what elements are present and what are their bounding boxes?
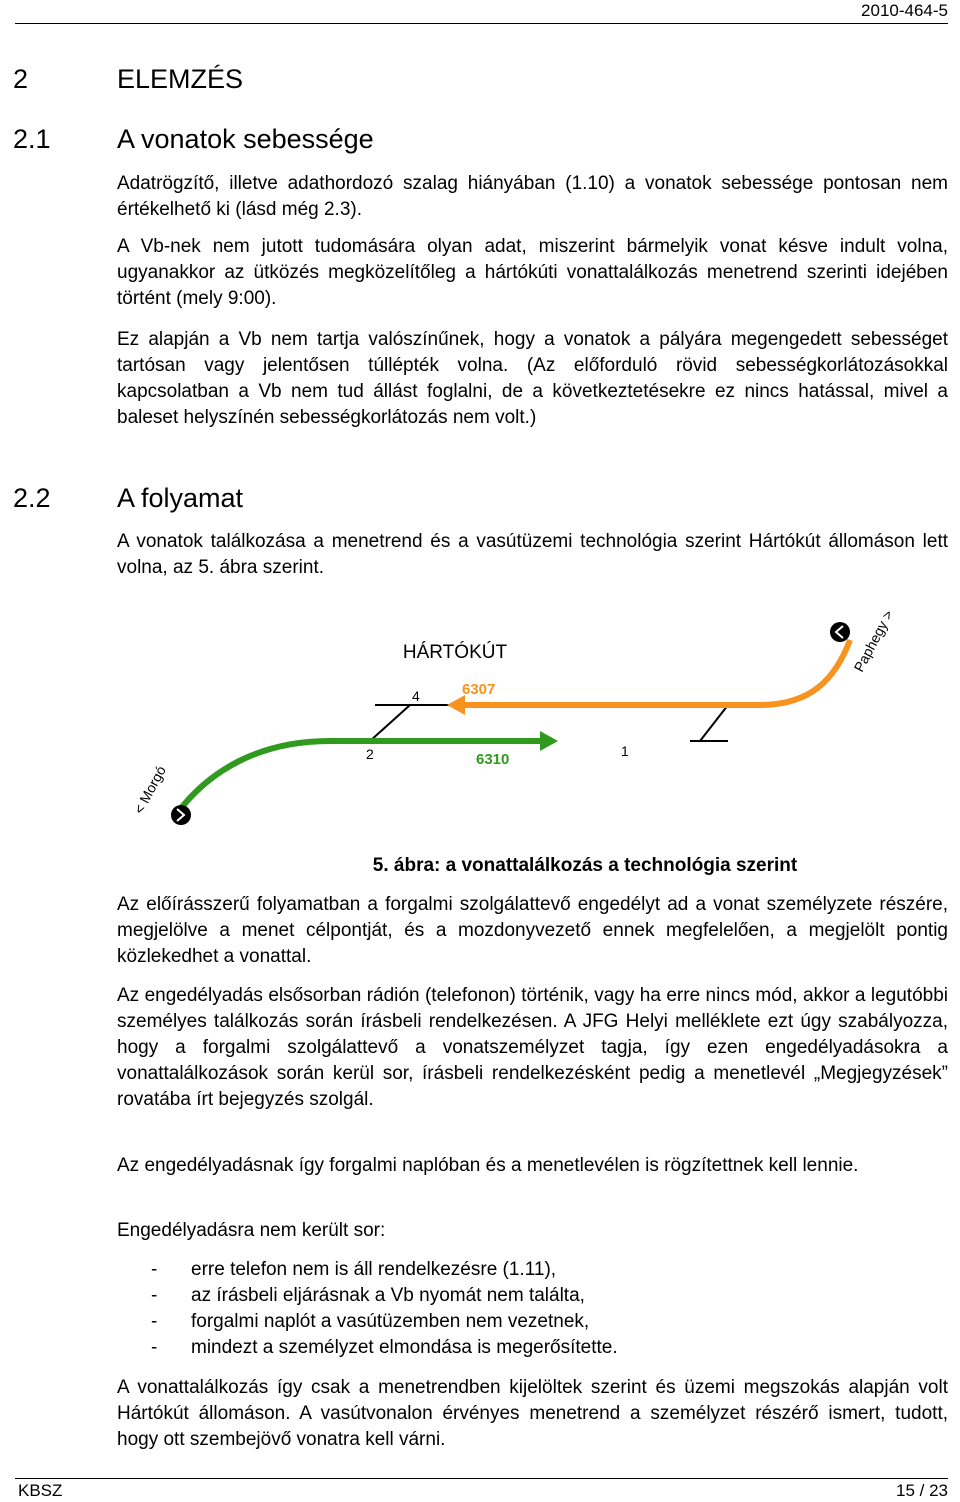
paragraph: Ez alapján a Vb nem tartja valószínűnek, hogy a vonatok a pályára megengedett sebességet tartósan vagy jelentősen túllépték volna. (Az előforduló rövid sebességkorlátozásokkal kapcsolatban a Vb nem tud állást foglalni, de a következtetésekre ez nincs hatással, mivel a baleset helyszínén sebességkorlátozás nem volt.)	[117, 329, 948, 428]
switch-connector	[370, 705, 410, 741]
document-id: 2010-464-5	[861, 1, 948, 20]
train-6307-label: 6307	[462, 681, 496, 698]
list-item-text: erre telefon nem is áll rendelkezésre (1.11),	[191, 1259, 557, 1280]
track-4-label: 4	[412, 688, 420, 704]
list-dash: -	[151, 1259, 158, 1280]
list-item	[117, 1335, 618, 1361]
list-item	[117, 1309, 618, 1335]
list-dash: -	[151, 1285, 158, 1306]
switch-connector-right	[700, 705, 728, 741]
subsection-number: 2.2	[13, 483, 51, 513]
paragraph: A Vb-nek nem jutott tudomására olyan adat, miszerint bármelyik vonat késve indult volna, ugyanakkor az ütközés megközelítőleg a hártókúti vonattalálkozás menetrend szerinti idejében történt (mely 9:00).	[117, 236, 948, 309]
footer-rule	[15, 1478, 948, 1479]
train-6310-label: 6310	[476, 751, 510, 768]
orange-arrow-icon	[447, 695, 465, 715]
section-title: ELEMZÉS	[117, 64, 244, 94]
reasons-list	[117, 1257, 618, 1361]
subsection-heading-2-2	[13, 483, 243, 514]
paragraph: Adatrögzítő, illetve adathordozó szalag hiányában (1.10) a vonatok sebessége pontosan nem értékelhető ki (lásd még 2.3).	[117, 173, 948, 220]
direction-morgo-label: < Morgó	[130, 763, 169, 817]
list-item	[117, 1257, 618, 1283]
list-item-text: mindezt a személyzet elmondása is megerősítette.	[191, 1337, 618, 1358]
subsection-number: 2.1	[13, 124, 51, 154]
list-dash: -	[151, 1311, 158, 1332]
paragraph: A vonatok találkozása a menetrend és a vasútüzemi technológia szerint Hártókút állomáson lett volna, az 5. ábra szerint.	[117, 531, 948, 578]
station-name: HÁRTÓKÚT	[402, 642, 508, 663]
section-number: 2	[13, 64, 29, 94]
train-marker-left-icon	[171, 805, 191, 825]
list-item-text: forgalmi naplót a vasútüzemben nem vezetnek,	[191, 1311, 590, 1332]
page-number: 15 / 23	[896, 1481, 948, 1500]
subsection-title: A folyamat	[117, 483, 244, 513]
paragraph: A vonattalálkozás így csak a menetrendben kijelöltek szerint és üzemi megszokás alapján volt Hártókút állomáson. A vasútvonalon érvényes menetrend a személyzet részérő ismert, tudott, hogy ott szembejövő vonatra kell várni.	[117, 1377, 948, 1450]
header-rule	[15, 23, 948, 24]
train-marker-right-icon	[830, 622, 850, 642]
track-diagram	[0, 600, 960, 840]
footer-left: KBSZ	[18, 1481, 63, 1500]
paragraph: Az előírásszerű folyamatban a forgalmi szolgálattevő engedélyt ad a vonat személyzete részére, megjelölve a menet célpontját, és a mozdonyvezető ennek megfelelően, a megjelölt pontig közlekedhet a vonattal.	[117, 894, 948, 967]
list-item-text: az írásbeli eljárásnak a Vb nyomát nem találta,	[191, 1285, 585, 1306]
direction-paphegy-label: Paphegy >	[850, 607, 897, 675]
section-heading	[13, 64, 243, 95]
paragraph: Az engedélyadásnak így forgalmi naplóban és a menetlevélen is rögzítettnek kell lennie.	[117, 1155, 859, 1176]
track-2-label: 2	[366, 746, 374, 762]
track-1-label: 1	[621, 743, 629, 759]
figure-caption: 5. ábra: a vonattalálkozás a technológia szerint	[372, 855, 798, 876]
orange-train-path	[455, 640, 850, 705]
subsection-heading-2-1	[13, 124, 374, 155]
list-item	[117, 1283, 618, 1309]
subsection-title: A vonatok sebessége	[117, 124, 374, 154]
list-dash: -	[151, 1337, 158, 1358]
paragraph: Engedélyadásra nem került sor:	[117, 1220, 386, 1241]
green-arrow-icon	[540, 731, 558, 751]
paragraph: Az engedélyadás elsősorban rádión (telefonon) történik, vagy ha erre nincs mód, akkor a legutóbbi személyes találkozás során írásbeli rendelkezésen. A JFG Helyi melléklete ezt úgy szabályozza, hogy a forgalmi szolgálattevő a vonatszemélyzet tagja, így ezen engedélyadásokra a vonattalálkozások során kerül sor, írásbeli rendelkezésként pedig a menetlevél „Megjegyzések” rovatába írt bejegyzés szolgál.	[117, 985, 948, 1110]
